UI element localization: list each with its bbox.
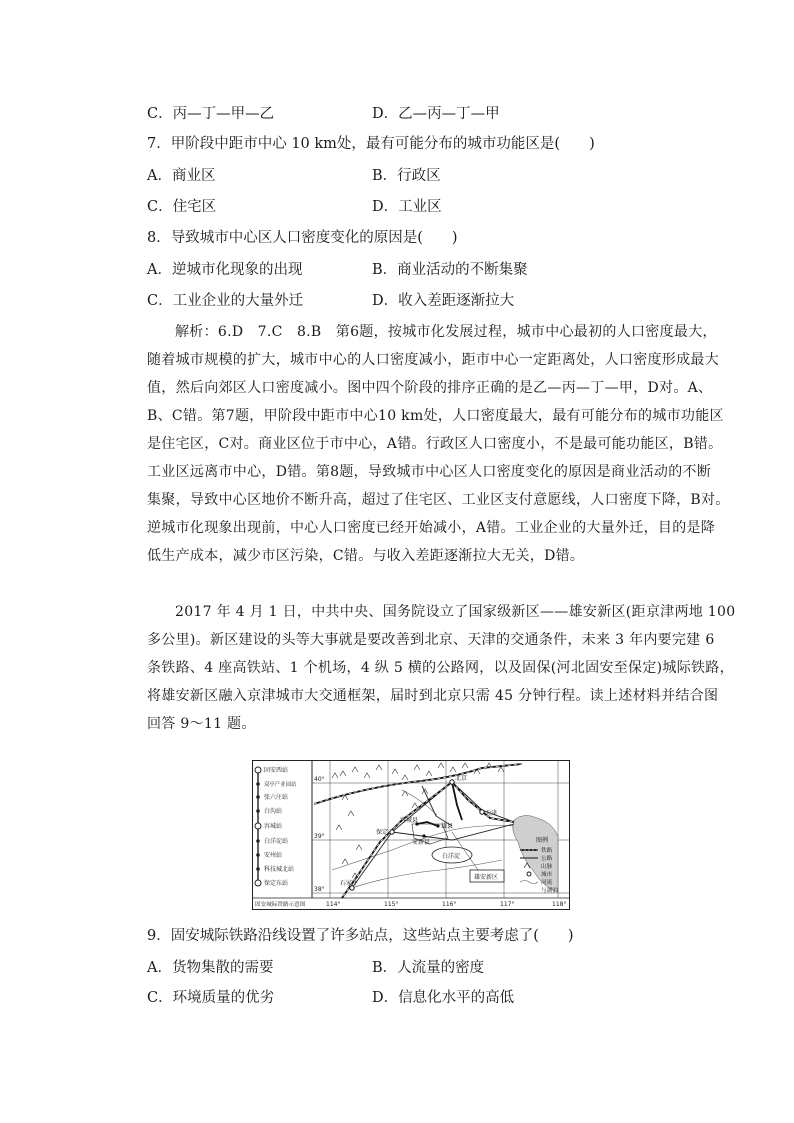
q7-stem: 7．甲阶段中距市中心 10 km处，最有可能分布的城市功能区是( ): [147, 136, 595, 152]
station-marker: [256, 782, 260, 786]
city-label: 北京: [455, 775, 468, 782]
area-label: 雄安新区: [474, 874, 499, 881]
city-label: 石家庄: [340, 880, 359, 887]
city-marker: [450, 780, 454, 784]
analysis-line: 是住宅区，C对。商业区位于市中心，A错。行政区人口密度小，不是最可能功能区，B错。: [147, 436, 723, 452]
lon-label: 118°: [552, 901, 567, 908]
lon-label: 114°: [326, 901, 341, 908]
q7-option-a: A．商业区: [147, 168, 216, 184]
station-label: 白沟站: [264, 808, 283, 815]
station-label: 双亭产业园站: [264, 782, 297, 788]
q7-option-d: D．工业区: [372, 199, 442, 215]
material-line: 条铁路、4 座高铁站、1 个机场，4 纵 5 横的公路网，以及固保(河北固安至保定)城际铁路，: [147, 660, 734, 676]
lat-label: 38°: [314, 886, 325, 893]
q7-option-c: C．住宅区: [147, 199, 217, 215]
q6-option-d: D．乙—丙—丁—甲: [372, 106, 500, 122]
city-label: 天津: [485, 810, 498, 817]
lat-label: 40°: [314, 776, 325, 783]
q8-option-c: C．工业企业的大量外迁: [147, 293, 304, 309]
station-marker: [256, 839, 260, 843]
station-marker: [256, 867, 260, 871]
lon-label: 116°: [442, 901, 457, 908]
lon-label: 117°: [500, 901, 515, 908]
city-label: 保定: [376, 829, 389, 836]
legend-city-icon: [527, 872, 531, 876]
legend-highway: 公路: [541, 856, 553, 862]
station-marker: [255, 823, 261, 829]
q9-option-c: C．环境质量的优劣: [147, 990, 275, 1006]
q8-stem: 8．导致城市中心区人口密度变化的原因是( ): [147, 230, 458, 246]
q6-option-c: C．丙—丁—甲—乙: [147, 106, 275, 122]
q8-option-b: B．商业活动的不断集聚: [372, 262, 528, 278]
station-label: 保定东站: [264, 880, 289, 887]
station-label: 安州站: [264, 852, 283, 859]
legend-mountain: 山脉: [541, 864, 553, 870]
material-paragraph: [147, 598, 736, 738]
city-label: 容城县: [400, 817, 419, 824]
legend-title: 图例: [536, 837, 549, 844]
q8-option-a: A．逆城市化现象的出现: [147, 262, 303, 278]
analysis-line: 逆城市化现象出现前，中心人口密度已经开始减小，A错。工业企业的大量外迁，目的是降: [147, 520, 716, 536]
material-line: 回答 9～11 题。: [147, 716, 256, 732]
xiongan-railway-map: [252, 760, 570, 910]
legend-city: 城市: [541, 872, 553, 878]
station-marker: [255, 767, 261, 773]
map-caption: 固安城际铁路示意图: [255, 902, 306, 908]
q9-stem: 9．固安城际铁路沿线设置了许多站点，这些站点主要考虑了( ): [147, 928, 574, 944]
material-line: 将雄安新区融入京津城市大交通框架，届时到北京只需 45 分钟行程。读上述材料并结合图: [147, 688, 719, 704]
lon-label: 115°: [384, 901, 399, 908]
legend-lake: 与湖泊: [541, 888, 558, 894]
legend-river: 河流: [541, 880, 553, 886]
station-label: 固安西站: [264, 767, 289, 774]
analysis-line: 工业区远离市中心，D错。第8题，导致城市中心区人口密度变化的原因是商业活动的不断: [147, 464, 712, 480]
city-marker: [480, 810, 484, 814]
lat-label: 39°: [314, 833, 325, 840]
analysis-line: 低生产成本，减少市区污染，C错。与收入差距逐渐拉大无关，D错。: [147, 548, 585, 564]
station-label: 科技城北站: [264, 866, 295, 873]
q9-option-d: D．信息化水平的高低: [372, 990, 515, 1006]
analysis-line: 集聚，导致中心区地价不断升高，超过了住宅区、工业区支付意愿线，人口密度下降，B对。: [147, 492, 730, 508]
q9-option-b: B．人流量的密度: [372, 960, 485, 976]
station-label: 容城站: [264, 823, 283, 830]
material-line: 多公里)。新区建设的头等大事就是要改善到北京、天津的交通条件，未来 3 年内要完建 6: [147, 632, 715, 648]
city-label: 雄县: [441, 823, 454, 830]
city-marker: [436, 824, 439, 827]
analysis-line: 随着城市规模的扩大，城市中心的人口密度减小，距市中心一定距离处，人口密度形成最大: [147, 352, 719, 368]
station-label: 张六庄站: [264, 794, 289, 801]
station-marker: [256, 809, 260, 813]
station-label: 白洋淀站: [264, 838, 289, 845]
material-line: 2017 年 4 月 1 日，中共中央、国务院设立了国家级新区——雄安新区(距京津两地 100: [175, 604, 736, 620]
analysis-line: 解析：6.D 7.C 8.B 第6题，按城市化发展过程，城市中心最初的人口密度最大，: [175, 324, 717, 340]
legend-railway: 铁路: [541, 848, 553, 854]
station-marker: [256, 853, 260, 857]
analysis-paragraph: [147, 318, 730, 570]
city-marker: [422, 834, 425, 837]
station-marker: [255, 880, 261, 886]
city-label: 安新县: [412, 839, 431, 846]
lake-label: 白洋淀: [442, 853, 461, 860]
station-marker: [256, 795, 260, 799]
city-marker: [390, 830, 394, 834]
q9-option-a: A．货物集散的需要: [147, 960, 274, 976]
q8-option-d: D．收入差距逐渐拉大: [372, 293, 515, 309]
q7-option-b: B．行政区: [372, 168, 441, 184]
analysis-line: B、C错。第7题，甲阶段中距市中心10 km处，人口密度最大，最有可能分布的城市功能区: [147, 408, 724, 424]
analysis-line: 值，然后向郊区人口密度减小。图中四个阶段的排序正确的是乙—丙—丁—甲，D对。A、: [147, 380, 713, 396]
